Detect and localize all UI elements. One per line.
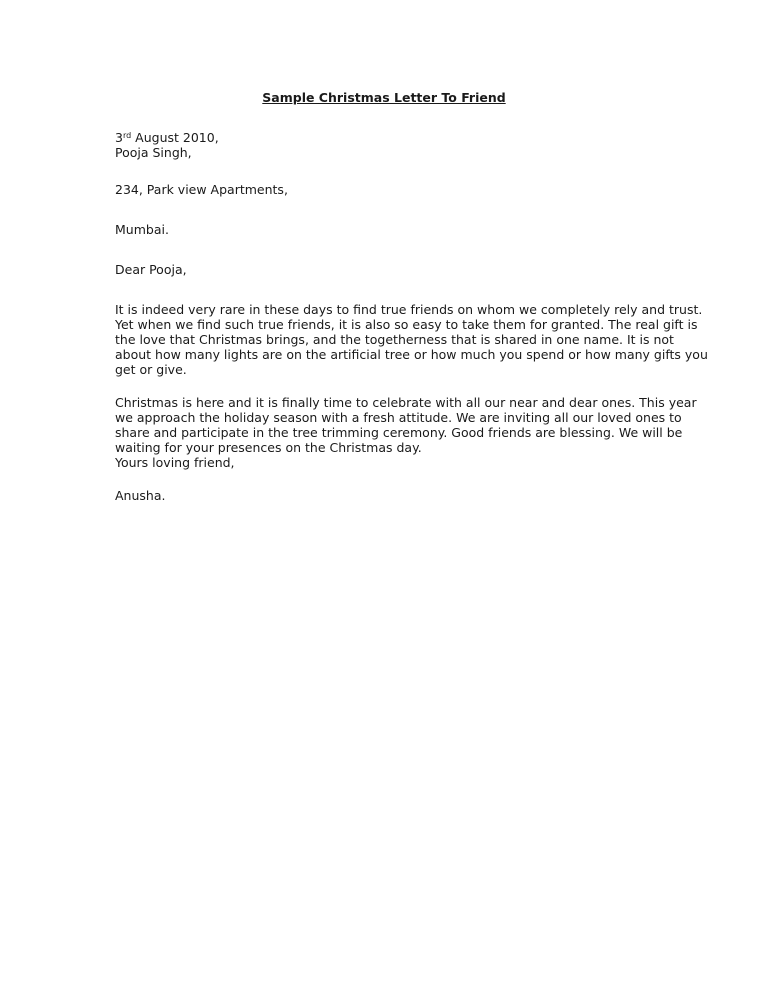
paragraph-line: share and participate in the tree trimming ceremony. Good friends are blessing. We will be: [115, 425, 683, 440]
address-line: [115, 182, 660, 197]
recipient-name: Pooja Singh,: [115, 145, 192, 160]
signature-text: Anusha.: [115, 488, 166, 503]
city-line: [115, 222, 660, 237]
paragraph-line: Christmas is here and it is finally time to celebrate with all our near and dear ones. This year: [115, 395, 697, 410]
closing-line: Yours loving friend,: [115, 455, 235, 470]
paragraph-line: we approach the holiday season with a fresh attitude. We are inviting all our loved ones to: [115, 410, 682, 425]
date-day: 3: [115, 130, 123, 145]
paragraph-line: about how many lights are on the artificial tree or how much you spend or how many gifts you: [115, 347, 708, 362]
letter-date: [115, 130, 660, 145]
salutation-text: Dear Pooja,: [115, 262, 187, 277]
date-rest: August 2010,: [131, 130, 219, 145]
salutation: [115, 262, 660, 277]
paragraph-line: the love that Christmas brings, and the togetherness that is shared in one name. It is not: [115, 332, 674, 347]
paragraph-line: Yet when we find such true friends, it is also so easy to take them for granted. The real gift is: [115, 317, 698, 332]
city-text: Mumbai.: [115, 222, 169, 237]
paragraph-1: [115, 302, 708, 377]
address-text: 234, Park view Apartments,: [115, 182, 288, 197]
paragraph-line: It is indeed very rare in these days to find true friends on whom we completely rely and trust.: [115, 302, 703, 317]
date-and-recipient: [115, 130, 660, 160]
letter-title: Sample Christmas Letter To Friend: [262, 90, 506, 105]
signature: [115, 488, 660, 503]
paragraph-line: waiting for your presences on the Christmas day.: [115, 440, 422, 455]
paragraph-2: [115, 395, 697, 470]
date-suffix: rd: [122, 131, 132, 140]
paragraph-line: get or give.: [115, 362, 187, 377]
